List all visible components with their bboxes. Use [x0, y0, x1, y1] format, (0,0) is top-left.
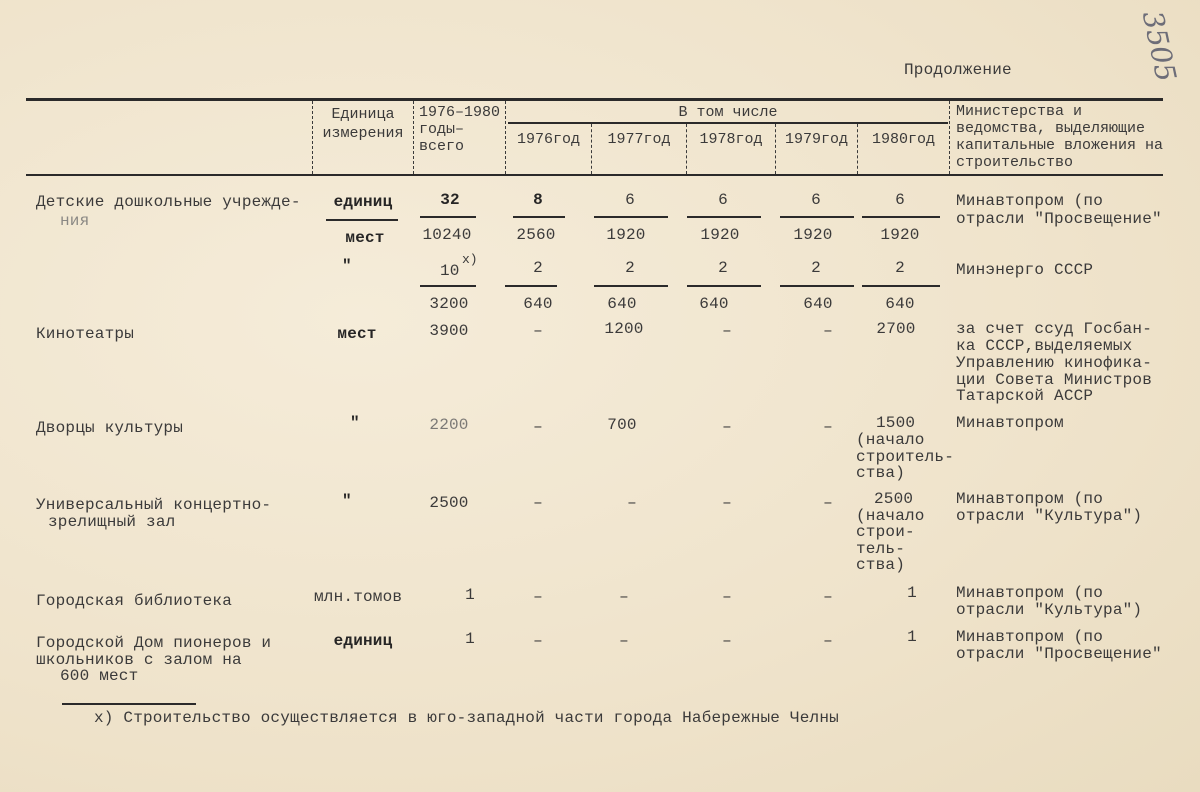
- energy-1979: 2: [811, 259, 821, 277]
- fraction-bar: [513, 216, 565, 218]
- kindergartens-ministry: отрасли "Просвещение": [956, 210, 1162, 228]
- energy-1980: 2: [895, 259, 905, 277]
- energy-unit: ": [342, 257, 352, 275]
- pioneers-1979: –: [823, 632, 833, 650]
- fraction-bar: [594, 285, 668, 287]
- concert-hall-1980: тель-: [856, 540, 906, 558]
- concert-hall-1980: строи-: [856, 523, 915, 541]
- cinemas-ministry: Управлению кинофика-: [956, 354, 1153, 372]
- energy-1977-places: 640: [607, 295, 637, 313]
- footnote-mark: x): [462, 252, 478, 267]
- cinemas-ministry: Татарской АССР: [956, 387, 1094, 405]
- concert-hall-unit: ": [342, 492, 352, 510]
- palaces-total: 2200: [429, 416, 469, 434]
- header-year-1978: 1978год: [699, 131, 763, 148]
- cinemas-total: 3900: [429, 322, 469, 340]
- cinemas-ministry: за счет ссуд Госбан-: [956, 320, 1153, 338]
- header-including: В том числе: [678, 104, 778, 121]
- cinemas-1976: –: [533, 322, 543, 340]
- cinemas-ministry: ции Совета Министров: [956, 371, 1153, 389]
- library-1976: –: [533, 588, 543, 606]
- including-rule: [508, 122, 948, 124]
- header-separator: [949, 101, 950, 174]
- archive-number: 3505: [1135, 8, 1183, 85]
- kindergartens-1978-places: 1920: [700, 226, 740, 244]
- pioneers-total: 1: [465, 630, 475, 648]
- header-year-1977: 1977год: [607, 131, 671, 148]
- fraction-bar: [594, 216, 668, 218]
- energy-1976-places: 640: [523, 295, 553, 313]
- cinemas-unit: мест: [337, 325, 377, 343]
- palaces-1980: 1500: [876, 414, 916, 432]
- row-pioneers-name: школьников с залом на: [36, 651, 242, 669]
- header-separator: [413, 101, 414, 174]
- pioneers-unit: единиц: [333, 632, 393, 650]
- library-1978: –: [722, 588, 732, 606]
- fraction-bar: [780, 285, 854, 287]
- pioneers-1980: 1: [907, 628, 917, 646]
- concert-hall-1980: 2500: [874, 490, 914, 508]
- kindergartens-ministry: Минавтопром (по: [956, 192, 1104, 210]
- row-library-name: Городская библиотека: [36, 592, 233, 610]
- row-cinemas-name: Кинотеатры: [36, 325, 135, 343]
- energy-1979-places: 640: [803, 295, 833, 313]
- concert-hall-1980: (начало: [856, 507, 925, 525]
- kindergartens-1977: 6: [625, 191, 635, 209]
- energy-1980-places: 640: [885, 295, 915, 313]
- concert-hall-1977: –: [627, 494, 637, 512]
- palaces-1976: –: [533, 418, 543, 436]
- energy-1977: 2: [625, 259, 635, 277]
- palaces-ministry: Минавтопром: [956, 414, 1064, 432]
- library-1977: –: [619, 588, 629, 606]
- concert-hall-1976: –: [533, 494, 543, 512]
- library-total: 1: [465, 586, 475, 604]
- palaces-1979: –: [823, 418, 833, 436]
- header-unit: Единица измерения: [322, 106, 404, 142]
- palaces-1977: 700: [607, 416, 637, 434]
- library-ministry: отрасли "Культура"): [956, 601, 1143, 619]
- energy-total-places: 3200: [429, 295, 469, 313]
- cinemas-1979: –: [823, 322, 833, 340]
- table-header-rule: [26, 174, 1163, 176]
- kindergartens-1980: 6: [895, 191, 905, 209]
- palaces-1980: строитель-: [856, 448, 955, 466]
- header-ministries: Министерства и ведомства, выделяющие капитальные вложения на строительство: [956, 103, 1164, 171]
- energy-1978-places: 640: [699, 295, 729, 313]
- concert-hall-1980: ства): [856, 556, 906, 574]
- row-palaces-name: Дворцы культуры: [36, 419, 184, 437]
- library-ministry: Минавтопром (по: [956, 584, 1104, 602]
- header-year-1980: 1980год: [871, 131, 935, 148]
- continuation-label: Продолжение: [904, 61, 1012, 79]
- row-pioneers-name: Городской Дом пионеров и: [36, 634, 272, 652]
- cinemas-1978: –: [722, 322, 732, 340]
- concert-hall-ministry: отрасли "Культура"): [956, 507, 1143, 525]
- kindergartens-1979-places: 1920: [793, 226, 833, 244]
- concert-hall-1978: –: [722, 494, 732, 512]
- fraction-bar: [326, 219, 398, 221]
- fraction-bar: [862, 216, 940, 218]
- energy-ministry: Минэнерго СССР: [956, 261, 1094, 279]
- palaces-1980: ства): [856, 464, 906, 482]
- kindergartens-1977-places: 1920: [606, 226, 646, 244]
- footnote: x) Строительство осуществляется в юго-западной части города Набережные Челны: [94, 709, 839, 727]
- fraction-bar: [420, 216, 476, 218]
- kindergartens-1980-places: 1920: [880, 226, 920, 244]
- library-unit: млн.томов: [314, 588, 403, 606]
- pioneers-1977: –: [619, 632, 629, 650]
- header-year-1979: 1979год: [784, 131, 848, 148]
- pioneers-ministry: отрасли "Просвещение": [956, 645, 1162, 663]
- kindergartens-total-places: 10240: [422, 226, 472, 244]
- fraction-bar: [862, 285, 940, 287]
- row-kindergartens-name: Детские дошкольные учрежде-: [36, 193, 301, 211]
- kindergartens-1979: 6: [811, 191, 821, 209]
- pioneers-1978: –: [722, 632, 732, 650]
- cinemas-ministry: ка СССР,выделяемых: [956, 337, 1133, 355]
- fraction-bar: [687, 216, 761, 218]
- row-concert-hall-name: зрелищный зал: [48, 513, 176, 531]
- fraction-bar: [687, 285, 761, 287]
- fraction-bar: [505, 285, 557, 287]
- kindergartens-total: 32: [440, 191, 460, 209]
- palaces-unit: ": [350, 414, 360, 432]
- energy-1978: 2: [718, 259, 728, 277]
- kindergartens-unit: единиц: [333, 193, 393, 211]
- header-year-1976: 1976год: [516, 131, 580, 148]
- cinemas-1980: 2700: [876, 320, 916, 338]
- concert-hall-ministry: Минавтопром (по: [956, 490, 1104, 508]
- header-total: 1976–1980 годы– всего: [419, 104, 501, 155]
- fraction-bar: [780, 216, 854, 218]
- concert-hall-1979: –: [823, 494, 833, 512]
- library-1980: 1: [907, 584, 917, 602]
- cinemas-1977: 1200: [604, 320, 644, 338]
- kindergartens-1976: 8: [533, 191, 543, 209]
- row-pioneers-name: 600 мест: [60, 667, 139, 685]
- table-top-rule: [26, 98, 1163, 101]
- kindergartens-1976-places: 2560: [516, 226, 556, 244]
- pioneers-1976: –: [533, 632, 543, 650]
- row-kindergartens-name: ния: [60, 212, 90, 230]
- library-1979: –: [823, 588, 833, 606]
- palaces-1978: –: [722, 418, 732, 436]
- kindergartens-unit-places: мест: [345, 229, 385, 247]
- concert-hall-total: 2500: [429, 494, 469, 512]
- row-concert-hall-name: Универсальный концертно-: [36, 496, 272, 514]
- pioneers-ministry: Минавтопром (по: [956, 628, 1104, 646]
- palaces-1980: (начало: [856, 431, 925, 449]
- header-separator: [312, 101, 313, 174]
- energy-total: 10: [440, 262, 460, 280]
- kindergartens-1978: 6: [718, 191, 728, 209]
- fraction-bar: [420, 285, 476, 287]
- energy-1976: 2: [533, 259, 543, 277]
- footnote-rule: [62, 703, 196, 705]
